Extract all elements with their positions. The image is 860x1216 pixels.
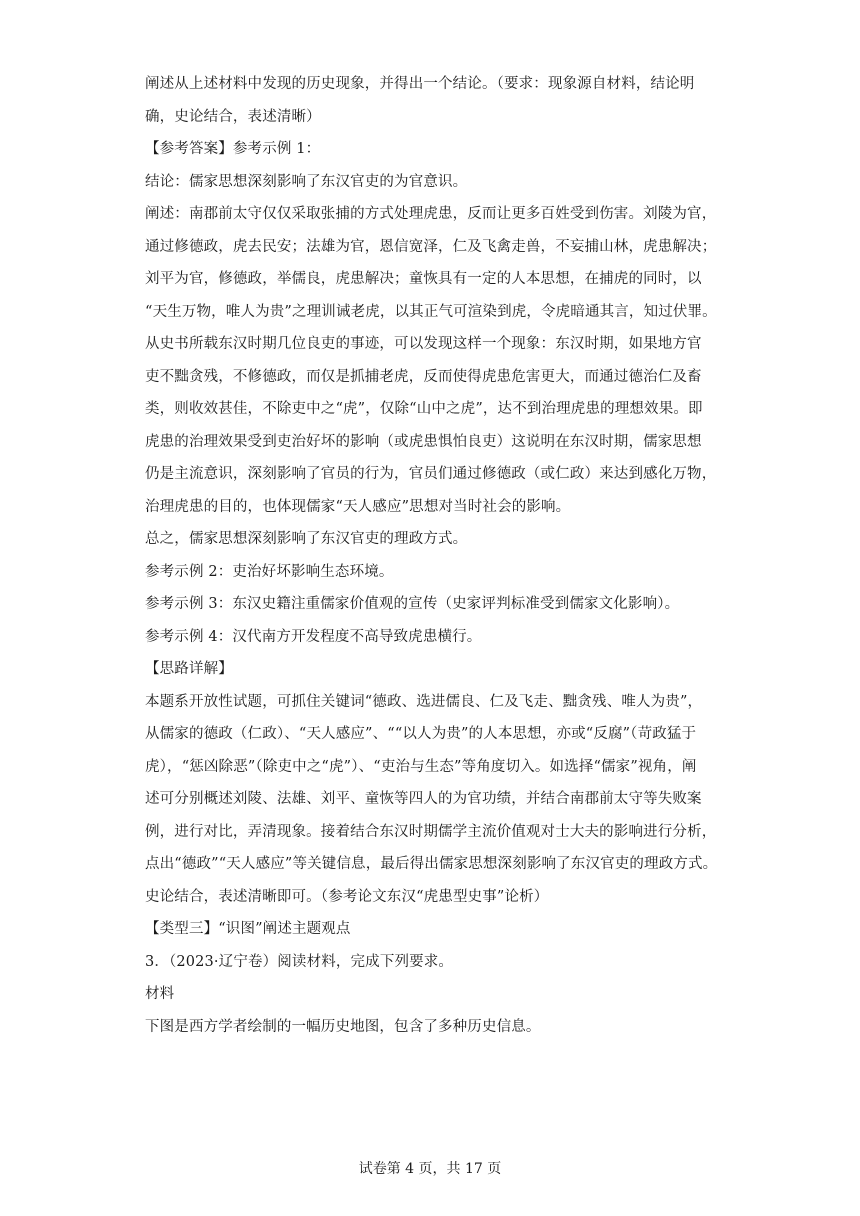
answer-heading-line: 【参考答案】参考示例 1：: [145, 141, 321, 157]
text-line-04: 结论：儒家思想深刻影响了东汉官吏的为官意识。: [145, 173, 468, 190]
text-line-30: 下图是西方学者绘制的一幅历史地图，包含了多种历史信息。: [145, 1018, 541, 1035]
text-line-07: 刘平为官，修德政，举儒良，虎患解决；童恢具有一定的人本思想，在捕虎的同时，以: [145, 271, 702, 287]
text-line-15: 总之，儒家思想深刻影响了东汉官吏的理政方式。: [145, 531, 468, 547]
text-line-11: 类，则收效甚佳，不除吏中之“虎”，仅除“山中之虎”，达不到治理虎患的理想效果。即: [145, 401, 703, 417]
material-label-line: 材料: [145, 986, 175, 1002]
text-line-25: 点出“德政”“天人感应”等关键信息，最后得出儒家思想深刻影响了东汉官吏的理政方式。: [145, 856, 718, 872]
text-line-10: 吏不黜贪残，不修德政，而仅是抓捕老虎，反而使得虎患危害更大，而通过德治仁及畜: [145, 368, 702, 385]
text-line-24: 例，进行对比，弄清现象。接着结合东汉时期儒学主流价值观对士大夫的影响进行分析，: [145, 823, 717, 840]
analysis-heading-line: 【思路详解】: [145, 661, 233, 677]
text-line-02: 确，史论结合，表述清晰）: [145, 108, 321, 125]
question-3-line: 3．（2023·辽宁卷）阅读材料，完成下列要求。: [145, 953, 454, 970]
text-line-22: 虎），“惩凶除恶”（除吏中之“虎”）、“吏治与生态”等角度切入。如选择“儒家”视角，阐: [145, 758, 697, 775]
text-line-23: 述可分别概述刘陵、法雄、刘平、童恢等四人的为官功绩，并结合南郡前太守等失败案: [145, 791, 702, 807]
text-line-20: 本题系开放性试题，可抓住关键词“德政、选进儒良、仁及飞走、黜贪残、唯人为贵”，: [145, 693, 703, 710]
page-footer: 试卷第 4 页，共 17 页: [358, 1161, 502, 1177]
text-line-16: 参考示例 2：吏治好坏影响生态环境。: [145, 563, 394, 580]
text-line-14: 治理虎患的目的，也体现儒家“天人感应”思想对当时社会的影响。: [145, 498, 571, 515]
text-line-13: 仍是主流意识，深刻影响了官员的行为，官员们通过修德政（或仁政）来达到感化万物，: [145, 466, 717, 482]
text-line-17: 参考示例 3：东汉史籍注重儒家价值观的宣传（史家评判标准受到儒家文化影响）。: [145, 596, 680, 612]
text-line-12: 虎患的治理效果受到吏治好坏的影响（或虎患惧怕良吏）这说明在东汉时期，儒家思想: [145, 433, 702, 450]
text-line-05: 阐述：南郡前太守仅仅采取张捕的方式处理虎患，反而让更多百姓受到伤害。刘陵为官，: [145, 206, 717, 222]
text-line-01: 阐述从上述材料中发现的历史现象，并得出一个结论。（要求：现象源自材料，结论明: [145, 76, 695, 92]
text-line-26: 史论结合，表述清晰即可。（参考论文东汉“虎患型史事”论析）: [145, 888, 549, 905]
text-line-21: 从儒家的德政（仁政）、“天人感应”、““以人为贵”的人本思想，亦或“反腐”（苛政猛于: [145, 726, 697, 742]
text-line-06: 通过修德政，虎去民安；法雄为官，恩信宽泽，仁及飞禽走兽，不妄捕山林，虎患解决；: [145, 238, 717, 255]
page-content: [145, 68, 723, 1043]
text-line-18: 参考示例 4：汉代南方开发程度不高导致虎患横行。: [145, 628, 482, 645]
type-three-heading-line: 【类型三】“识图”阐述主题观点: [145, 921, 351, 937]
text-line-08: “天生万物，唯人为贵”之理训诫老虎，以其正气可渲染到虎，令虎暗通其言，知过伏罪。: [145, 303, 717, 320]
text-line-09: 从史书所载东汉时期几位良吏的事迹，可以发现这样一个现象：东汉时期，如果地方官: [145, 336, 702, 352]
